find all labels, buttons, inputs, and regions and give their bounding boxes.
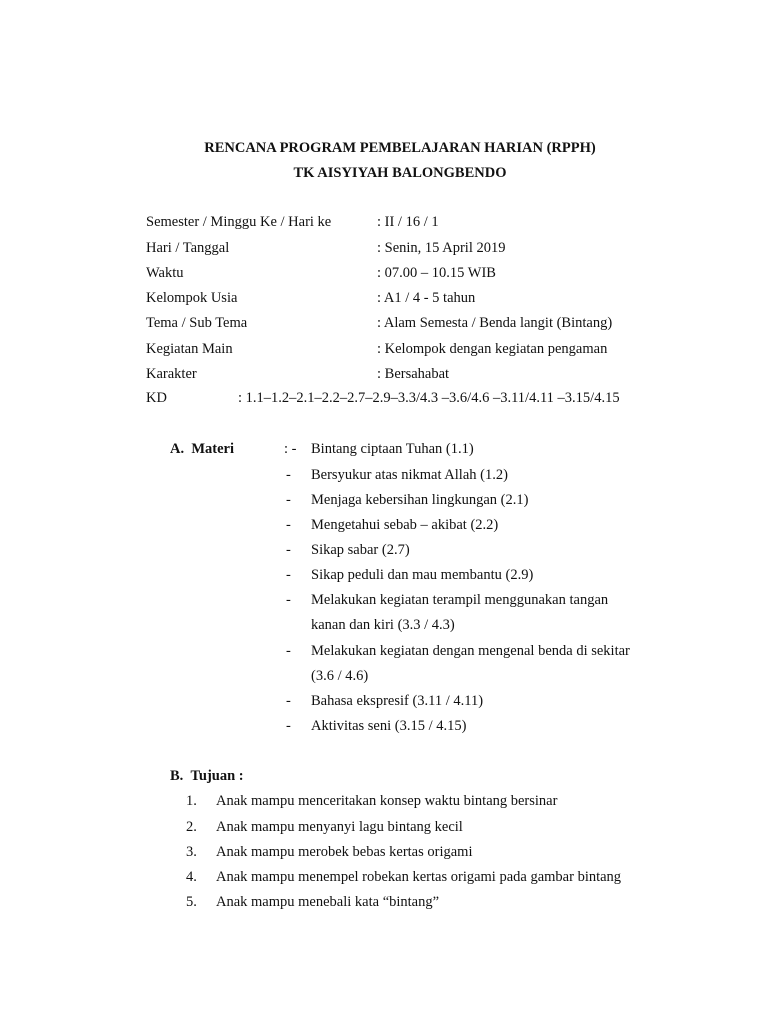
tujuan-item: Anak mampu menceritakan konsep waktu bintang bersinar [216,793,558,809]
info-label-semester: Semester / Minggu Ke / Hari ke [146,214,332,230]
tujuan-number: 3. [186,844,197,860]
materi-item: Bahasa ekspresif (3.11 / 4.11) [311,693,484,709]
materi-dash: - [286,693,291,709]
materi-item: Melakukan kegiatan dengan mengenal benda di sekitar [311,643,630,659]
info-label-date: Hari / Tanggal [146,240,230,256]
info-value-character: : Bersahabat [377,366,450,382]
info-value-time: : 07.00 – 10.15 WIB [377,265,496,281]
materi-dash: - [286,567,291,583]
tujuan-item: Anak mampu menyanyi lagu bintang kecil [216,819,463,835]
info-label-activity: Kegiatan Main [146,341,233,357]
materi-dash: - [286,592,291,608]
info-label-age-group: Kelompok Usia [146,290,238,306]
tujuan-item: Anak mampu merobek bebas kertas origami [216,844,473,860]
materi-dash: - [286,643,291,659]
materi-item: Menjaga kebersihan lingkungan (2.1) [311,492,529,508]
info-label-character: Karakter [146,366,197,382]
info-value-date: : Senin, 15 April 2019 [377,240,506,256]
materi-dash: - [286,492,291,508]
tujuan-item: Anak mampu menebali kata “bintang” [216,894,440,910]
materi-item: Sikap sabar (2.7) [311,542,410,558]
school-name: TK AISYIYAH BALONGBENDO [293,165,507,181]
info-label-kd: KD [146,390,167,406]
materi-dash: - [286,467,291,483]
materi-dash: - [286,718,291,734]
document-title: RENCANA PROGRAM PEMBELAJARAN HARIAN (RPPH) [204,140,596,156]
tujuan-heading: B. Tujuan : [170,768,244,784]
tujuan-number: 5. [186,894,197,910]
info-value-theme: : Alam Semesta / Benda langit (Bintang) [377,315,613,331]
tujuan-number: 1. [186,793,197,809]
tujuan-number: 4. [186,869,197,885]
tujuan-item: Anak mampu menempel robekan kertas origami pada gambar bintang [216,869,622,885]
materi-heading: A. Materi [170,441,235,457]
info-value-age-group: : A1 / 4 - 5 tahun [377,290,476,306]
info-label-time: Waktu [146,265,184,281]
materi-dash: - [286,542,291,558]
materi-item: Mengetahui sebab – akibat (2.2) [311,517,499,533]
info-value-kd: : 1.1–1.2–2.1–2.2–2.7–2.9–3.3/4.3 –3.6/4.6 –3.11/4.11 –3.15/4.15 [238,390,620,406]
materi-item: Sikap peduli dan mau membantu (2.9) [311,567,534,583]
tujuan-number: 2. [186,819,197,835]
materi-item: Aktivitas seni (3.15 / 4.15) [311,718,467,734]
materi-item-continuation: kanan dan kiri (3.3 / 4.3) [311,617,455,633]
materi-item: Bintang ciptaan Tuhan (1.1) [311,441,474,457]
materi-dash: - [286,517,291,533]
info-label-theme: Tema / Sub Tema [146,315,248,331]
materi-item-continuation: (3.6 / 4.6) [311,668,369,684]
info-value-semester: : II / 16 / 1 [377,214,439,230]
materi-item: Bersyukur atas nikmat Allah (1.2) [311,467,508,483]
info-value-activity: : Kelompok dengan kegiatan pengaman [377,341,608,357]
materi-item: Melakukan kegiatan terampil menggunakan tangan [311,592,609,608]
materi-colon-dash: : - [284,441,297,457]
